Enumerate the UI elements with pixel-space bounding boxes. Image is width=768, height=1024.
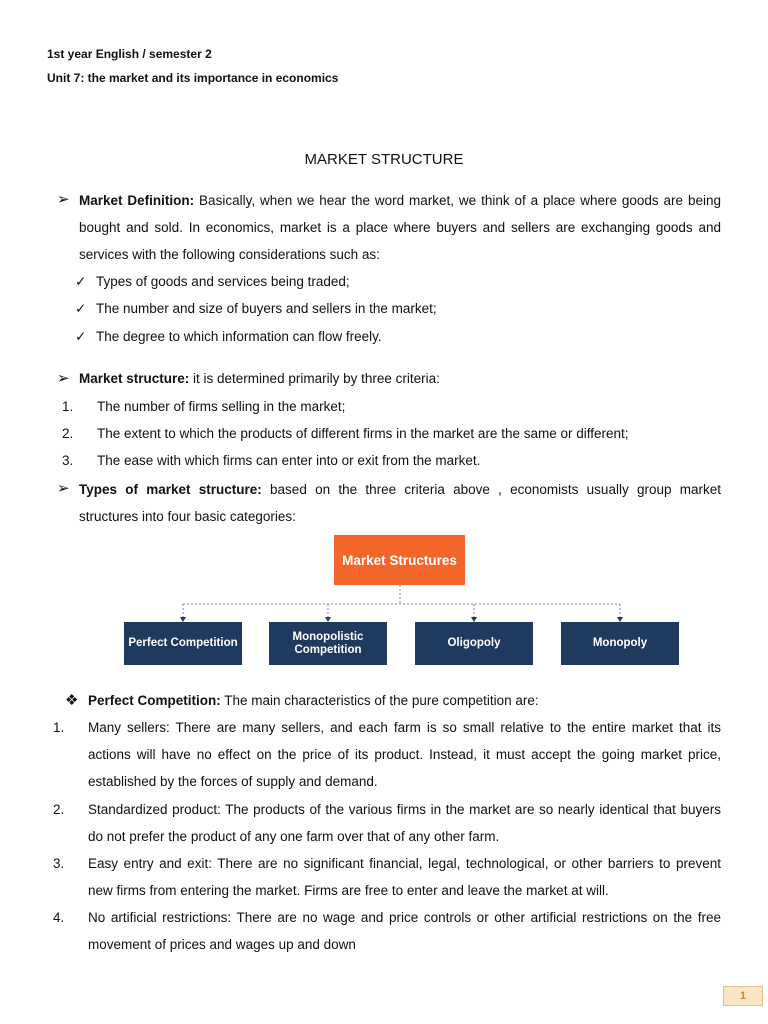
criteria-item: The number of firms selling in the market; <box>97 399 346 414</box>
arrow-bullet-icon: ➢ <box>57 370 70 387</box>
unit-header: Unit 7: the market and its importance in economics <box>47 71 339 85</box>
page-number: 1 <box>739 990 747 1002</box>
perfect-heading <box>88 691 539 711</box>
characteristic-item: Standardized product: The products of the various firms in the market are so nearly identical that buyers do not prefer the product of any one farm over that of any other farm. <box>88 802 721 844</box>
check-icon: ✓ <box>75 301 87 316</box>
diamond-bullet-icon: ❖ <box>65 692 79 709</box>
characteristic-item: Many sellers: There are many sellers, and each farm is so small relative to the entire market that its actions will have no effect on the price of its product. Instead, it must accept the going market price, established by the forces of supply and demand. <box>88 720 721 789</box>
page-title: MARKET STRUCTURE <box>304 151 464 168</box>
definition-text: Basically, when we hear the word market, we think of a place where goods are being bought and sold. In economics, market is a place where buyers and sellers are exchanging goods and services with the following considerations such as: <box>79 193 721 262</box>
characteristic-item: Easy entry and exit: There are no significant financial, legal, technological, or other barriers to prevent new firms from entering the market. Firms are free to enter and leave the market at will. <box>88 856 721 898</box>
diagram-leaf-monopolistic: Monopolistic Competition <box>269 622 387 665</box>
check-item: Types of goods and services being traded; <box>96 274 350 289</box>
page-number-badge <box>723 986 763 1006</box>
diagram-leaf-oligopoly: Oligopoly <box>415 622 533 665</box>
list-number: 3. <box>62 453 74 468</box>
arrow-bullet-icon: ➢ <box>57 480 70 497</box>
check-item: The number and size of buyers and sellers in the market; <box>96 301 437 316</box>
check-icon: ✓ <box>75 329 87 344</box>
list-number: 3. <box>53 856 65 871</box>
types-label: Types of market structure: <box>79 482 262 497</box>
list-number: 2. <box>53 802 65 817</box>
types-text: based on the three criteria above , economists usually group market structures into four basic categories: <box>79 482 721 524</box>
structure-label: Market structure: <box>79 371 190 386</box>
check-item: The degree to which information can flow freely. <box>96 329 382 344</box>
check-icon: ✓ <box>75 274 87 289</box>
list-number: 1. <box>53 720 65 735</box>
structure-text: it is determined primarily by three criteria: <box>189 371 440 386</box>
perfect-text: The main characteristics of the pure competition are: <box>220 693 539 708</box>
list-number: 2. <box>62 426 74 441</box>
course-header: 1st year English / semester 2 <box>47 47 212 61</box>
characteristic-item: No artificial restrictions: There are no wage and price controls or other artificial restrictions on the free movement of prices and wages up and down <box>88 910 721 952</box>
criteria-item: The extent to which the products of different firms in the market are the same or different; <box>97 426 629 441</box>
arrow-bullet-icon: ➢ <box>57 191 70 208</box>
criteria-item: The ease with which firms can enter into or exit from the market. <box>97 453 481 468</box>
diagram-leaf-monopoly: Monopoly <box>561 622 679 665</box>
list-number: 4. <box>53 910 65 925</box>
list-number: 1. <box>62 399 74 414</box>
definition-label: Market Definition: <box>79 193 195 208</box>
perfect-label: Perfect Competition: <box>88 693 221 708</box>
diagram-root-box: Market Structures <box>334 535 465 585</box>
diagram-leaf-perfect: Perfect Competition <box>124 622 242 665</box>
